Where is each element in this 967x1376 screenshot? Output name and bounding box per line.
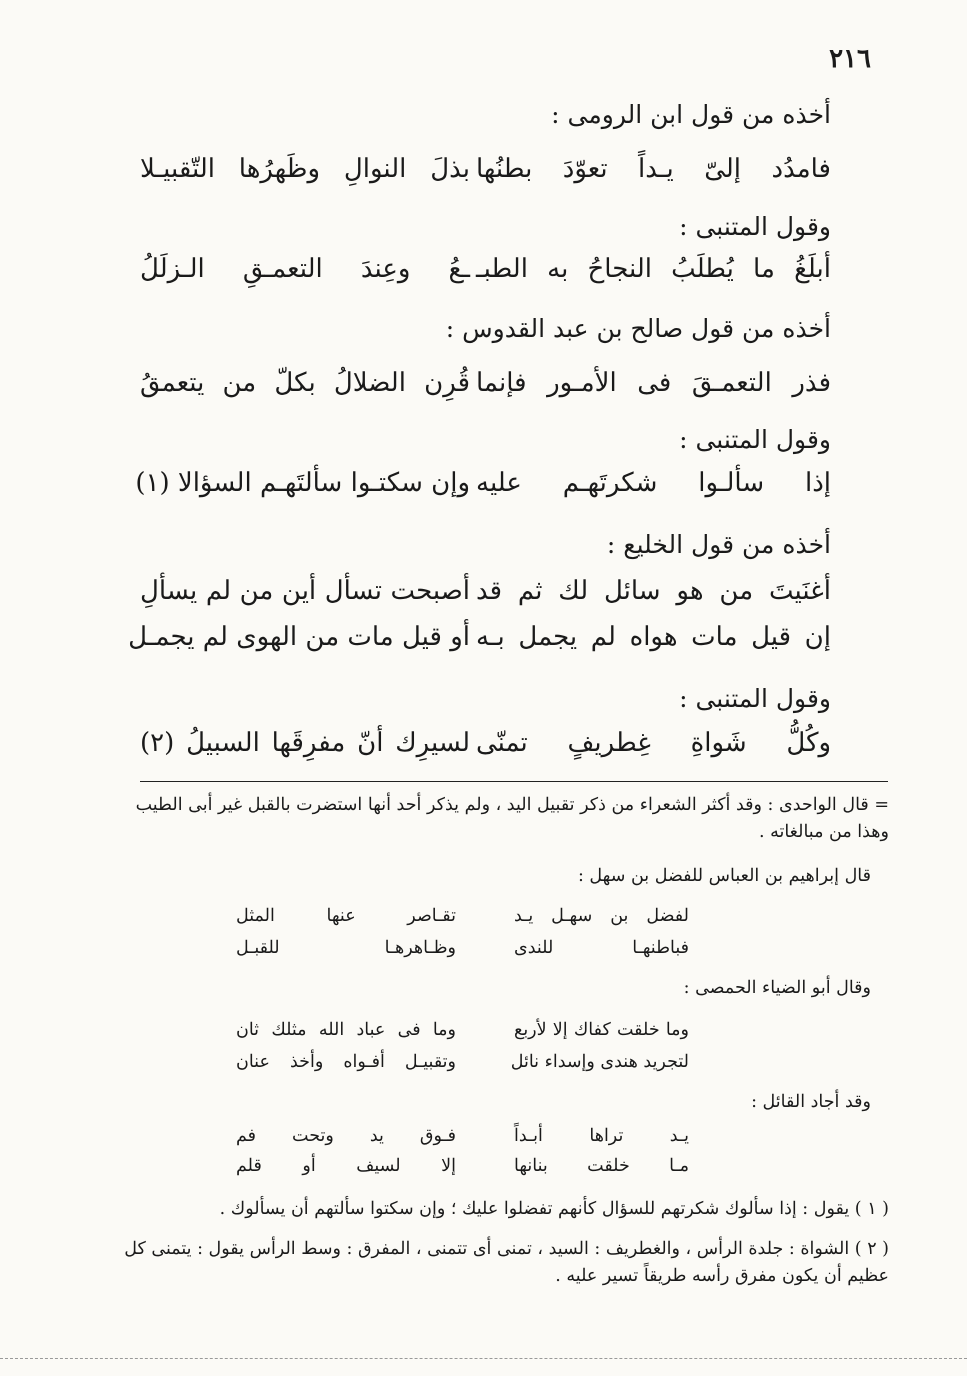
verse-line [140, 154, 831, 194]
verse-line [135, 468, 831, 508]
second-hemistich: وإن سكتـوا سألتَهـم السؤالا (١) [135, 468, 470, 498]
first-hemistich: لتجريد هندى وإسداء نائل [510, 1052, 689, 1072]
first-hemistich: مـا خلقت بنانها [514, 1156, 689, 1176]
footnote-line: وقد أجاد القائل : [751, 1092, 871, 1112]
footnote-line: وقال أبو الضياء الحمصى : [683, 978, 871, 998]
verse-line [128, 622, 831, 662]
first-hemistich: يـد تراها أبـداً [514, 1126, 689, 1146]
first-hemistich: فذر التعمـقَ فى الأمـور فإنما [476, 368, 831, 398]
verse-line [140, 254, 831, 294]
footnote-paragraph: ( ١ ) يقول : إذا سألوك شكرتهم للسؤال كأنهم تفضلوا عليك ؛ وإن سكتوا سألتهم أن يسألوك . [219, 1199, 889, 1219]
footnote-verse [236, 906, 689, 936]
text-line: وقول المتنبى : [679, 684, 831, 713]
second-hemistich: تقـاصر عنها المثل [236, 906, 456, 926]
verse-line [140, 368, 831, 408]
footnote-verse [236, 938, 689, 968]
footnote-separator [140, 781, 888, 782]
footnote-verse [236, 1126, 689, 1156]
second-hemistich: فـوق يد وتحت فم [236, 1126, 456, 1146]
second-hemistich: وما فى عباد الله مثلك ثان [236, 1020, 456, 1040]
footnote-verse [236, 1052, 689, 1082]
first-hemistich: فامدُد إلىّ يـداً تعوّدَ بطنُها [476, 154, 831, 184]
second-hemistich: إلا لسيف أو قلم [236, 1156, 456, 1176]
footnote-paragraph: = قال الواحدى : وقد أكثر الشعراء من ذكر تقبيل اليد ، ولم يذكر أحد أنها استضرت بالقبل غير أبى الطيب وهذا من مبالغاته . [135, 795, 889, 842]
text-line: أخذه من قول صالح بن عبد القدوس : [445, 314, 831, 343]
second-hemistich: لسيرِك أنّ مفرِقَها السبيلُ (٢) [140, 728, 470, 758]
second-hemistich: ـعُ وعِندَ التعمـقِ الـزلَلُ [140, 254, 470, 284]
scan-edge [0, 1358, 967, 1359]
page-number: ٢١٦ [829, 44, 871, 74]
footnote-paragraph: ( ٢ ) الشواة : جلدة الرأس ، والغطريف : السيد ، تمنى أى تتمنى ، المفرق : وسط الرأس يقول : يتمنى كل عظيم أن يكون مفرق رأسه طريقاً تسير عليه . [124, 1239, 889, 1286]
first-hemistich: لفضل بن سهـل يـد [514, 906, 689, 926]
second-hemistich: أصبحت تسأل أين من لم يسألِ [140, 576, 470, 606]
first-hemistich: وما خلقت كفاك إلا لأربع [514, 1020, 689, 1040]
verse-line [140, 576, 831, 616]
text-line: أخذه من قول الخليع : [606, 530, 831, 559]
second-hemistich: بذلَ النوالِ وظَهرُها التّقبيـلا [140, 154, 470, 184]
second-hemistich: أو قيل مات من الهوى لم يجمـل [128, 622, 470, 652]
first-hemistich: أبلَغُ ما يُطلَبُ النجاحُ به الطبـ [476, 254, 831, 284]
footnote-verse [236, 1156, 689, 1186]
second-hemistich: قُرِن الضلالُ بكلّ من يتعمقُ [140, 368, 470, 398]
first-hemistich: وكُلُّ شَواةِ غِطريفٍ تمنّى [476, 728, 831, 758]
first-hemistich: إذا سألـوا شكرتَهـم عليه [476, 468, 831, 498]
footnote-verse [236, 1020, 689, 1050]
second-hemistich: وتقبيـل أفـواه وأخذ عنان [236, 1052, 456, 1072]
verse-line [140, 728, 831, 768]
footnote-line: قال إبراهيم بن العباس للفضل بن سهل : [577, 866, 871, 886]
first-hemistich: إن قيل مات هواه لم يجمل بـه [476, 622, 831, 652]
text-line: وقول المتنبى : [679, 212, 831, 241]
second-hemistich: وظـاهرهـا للقبـل [236, 938, 456, 958]
text-line: أخذه من قول ابن الرومى : [551, 100, 831, 129]
first-hemistich: أغنَيتَ من هو سائل لك ثم قد [476, 576, 831, 606]
first-hemistich: فباطنهـا للندى [514, 938, 689, 958]
text-line: وقول المتنبى : [679, 425, 831, 454]
